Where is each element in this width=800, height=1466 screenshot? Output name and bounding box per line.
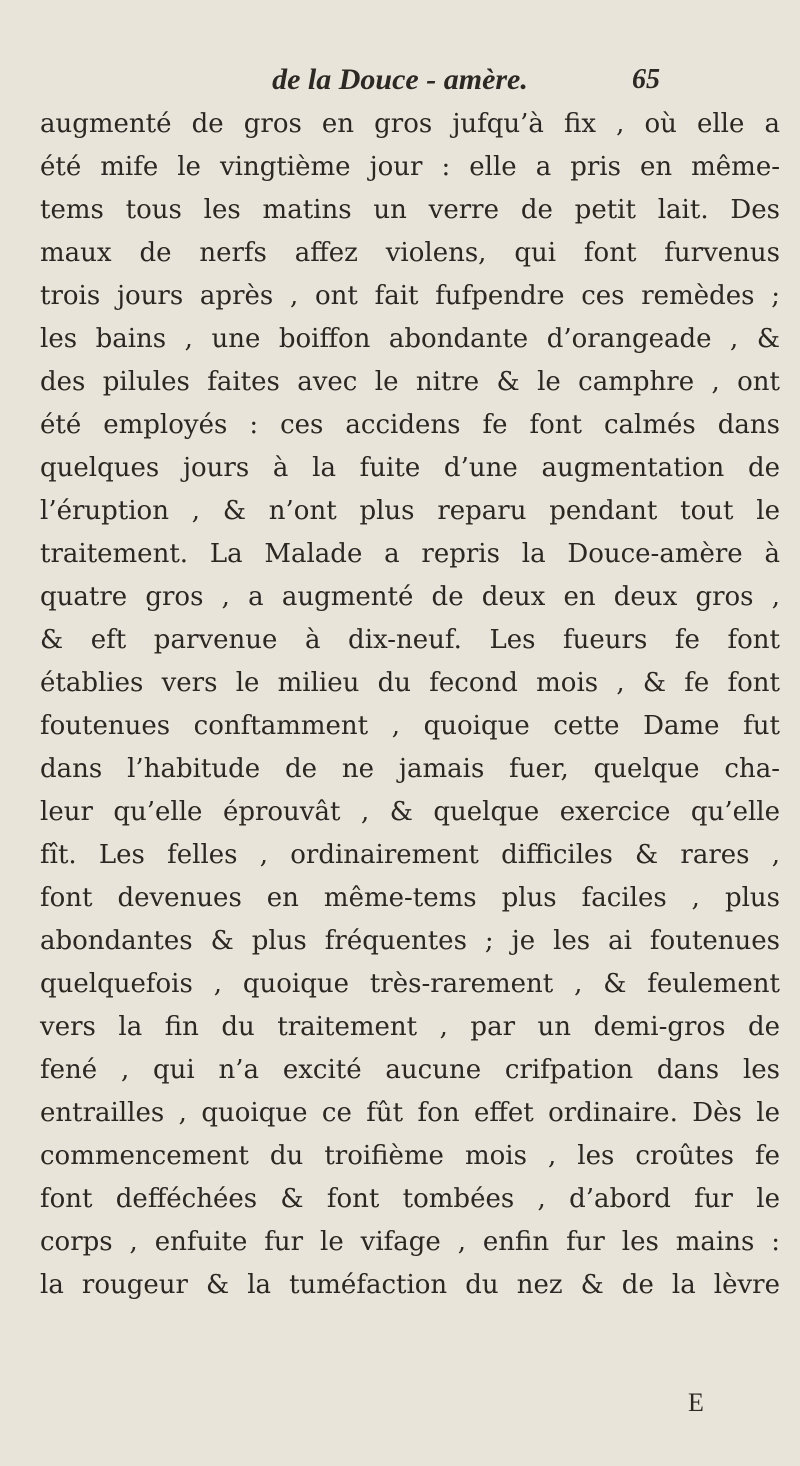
- text-line: traitement. La Malade a repris la Douce-amère à: [40, 539, 780, 569]
- text-line: vers la fin du traitement , par un demi-gros de: [40, 1012, 780, 1042]
- text-line: quelquefois , quoique très-rarement , & feulement: [40, 969, 780, 999]
- text-line: quatre gros , a augmenté de deux en deux gros ,: [40, 582, 780, 612]
- text-line: augmenté de gros en gros jufqu’à fix , où elle a: [40, 109, 780, 139]
- text-line: corps , enfuite fur le vifage , enfin fur les mains :: [40, 1227, 780, 1257]
- text-line: & eft parvenue à dix-neuf. Les fueurs fe font: [40, 625, 780, 655]
- text-line: tems tous les matins un verre de petit lait. Des: [40, 195, 780, 225]
- text-line: les bains , une boiffon abondante d’orangeade , &: [40, 324, 780, 354]
- text-line: établies vers le milieu du fecond mois , & fe font: [40, 668, 780, 698]
- running-title: de la Douce - amère.: [272, 63, 528, 96]
- text-line: font defféchées & font tombées , d’abord fur le: [40, 1184, 780, 1214]
- text-line: abondantes & plus fréquentes ; je les ai foutenues: [40, 926, 780, 956]
- text-line: été mife le vingtième jour : elle a pris en même-: [40, 152, 780, 182]
- text-line: fît. Les felles , ordinairement difficiles & rares ,: [40, 840, 780, 870]
- text-line: des pilules faites avec le nitre & le camphre , ont: [40, 367, 780, 397]
- page-header: [0, 60, 800, 100]
- body-text: [40, 103, 780, 1307]
- signature-mark: E: [688, 1388, 704, 1417]
- text-line: font devenues en même-tems plus faciles , plus: [40, 883, 780, 913]
- page-number: 65: [632, 64, 660, 95]
- text-line: l’éruption , & n’ont plus reparu pendant tout le: [40, 496, 780, 526]
- text-line: dans l’habitude de ne jamais fuer, quelque cha-: [40, 754, 780, 784]
- text-line: foutenues conftamment , quoique cette Dame fut: [40, 711, 780, 741]
- text-line: maux de nerfs affez violens, qui font furvenus: [40, 238, 780, 268]
- text-line: commencement du troifième mois , les croûtes fe: [40, 1141, 780, 1171]
- text-line: la rougeur & la tuméfaction du nez & de la lèvre: [40, 1270, 780, 1300]
- text-line: quelques jours à la fuite d’une augmentation de: [40, 453, 780, 483]
- text-line: trois jours après , ont fait fufpendre ces remèdes ;: [40, 281, 780, 311]
- text-line: été employés : ces accidens fe font calmés dans: [40, 410, 780, 440]
- text-line: fené , qui n’a excité aucune crifpation dans les: [40, 1055, 780, 1085]
- text-line: leur qu’elle éprouvât , & quelque exercice qu’elle: [40, 797, 780, 827]
- text-line: entrailles , quoique ce fût fon effet ordinaire. Dès le: [40, 1098, 780, 1128]
